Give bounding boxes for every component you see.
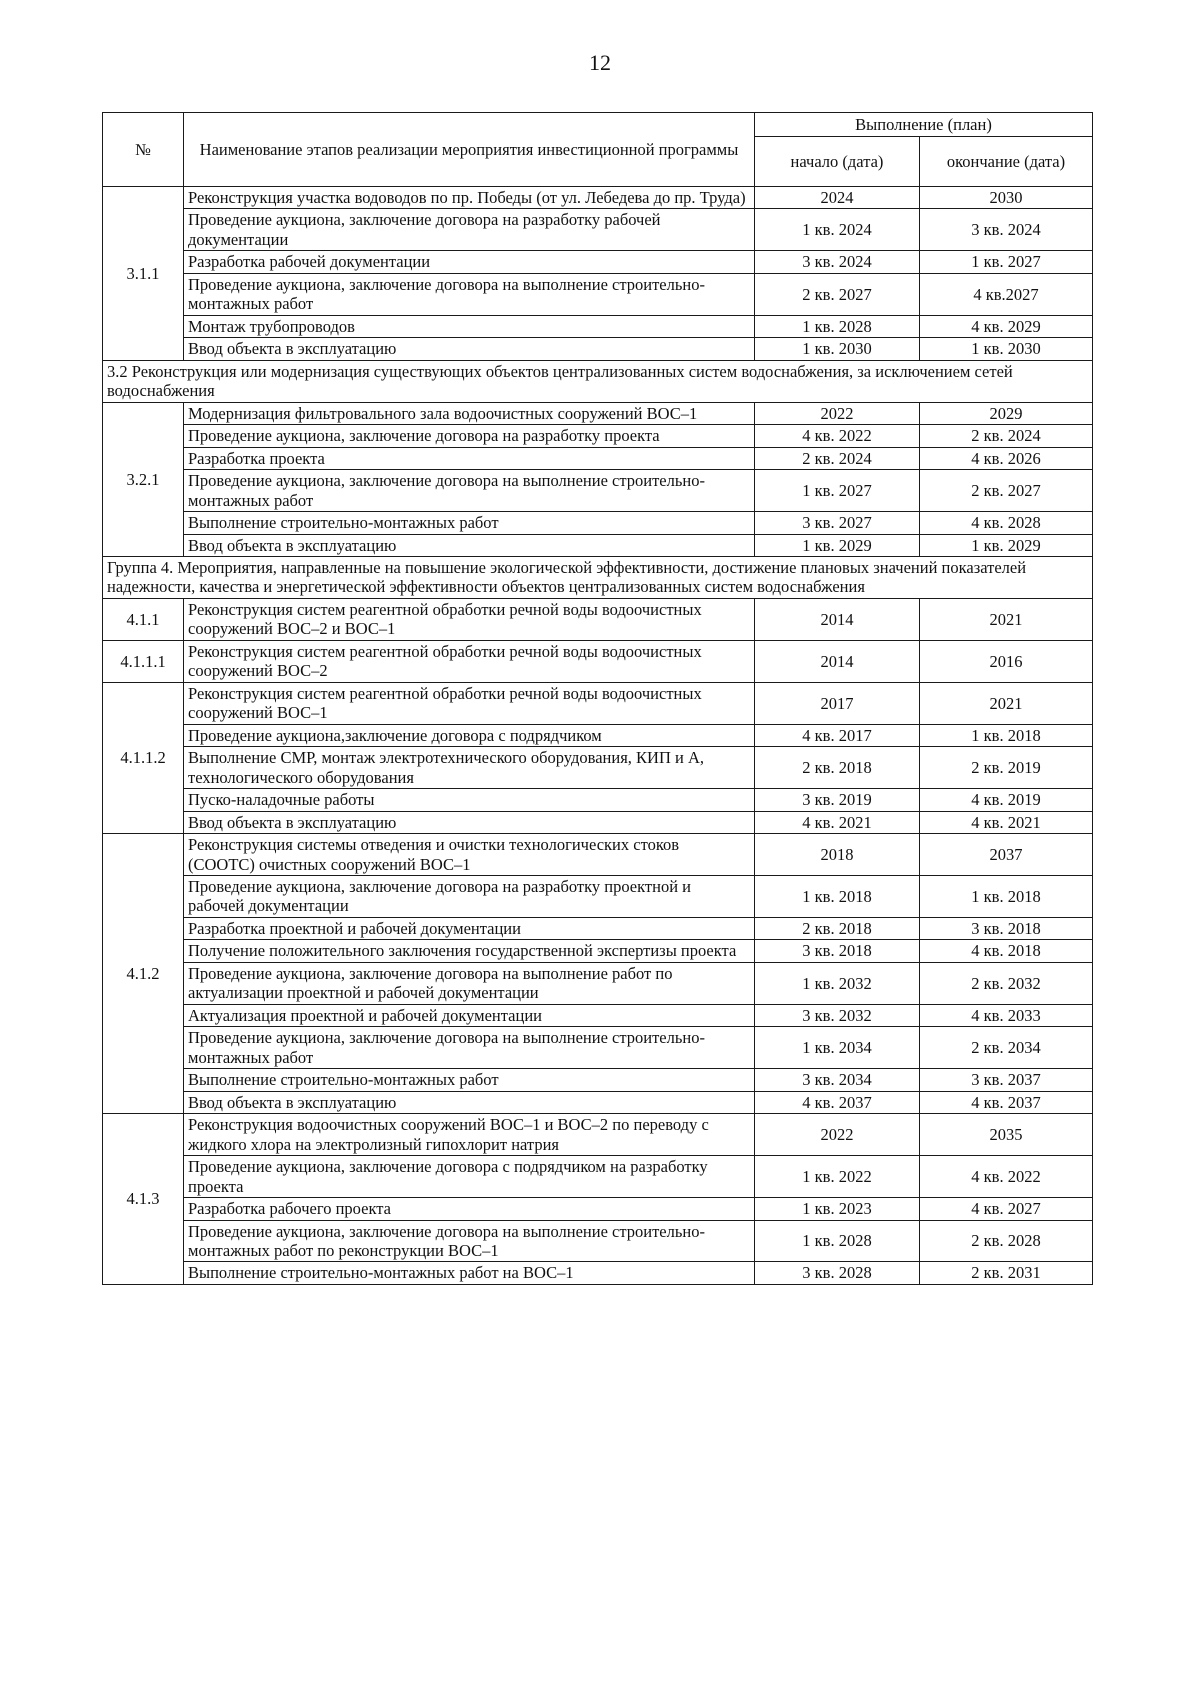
table-row [103,598,1093,640]
stage-name: Проведение аукциона, заключение договора на выполнение строительно-монтажных работ [184,1027,755,1069]
item-number: 3.2.1 [103,402,184,556]
end-date: 3 кв. 2037 [920,1069,1093,1091]
table-row [103,315,1093,337]
table-body [103,187,1093,1285]
table-row [103,940,1093,962]
header-name: Наименование этапов реализации мероприятия инвестиционной программы [184,113,755,187]
start-date: 2 кв. 2027 [755,273,920,315]
stage-name: Проведение аукциона, заключение договора на выполнение строительно-монтажных работ [184,273,755,315]
start-date: 4 кв. 2037 [755,1091,920,1113]
item-number: 4.1.3 [103,1114,184,1285]
section-title: Группа 4. Мероприятия, направленные на повышение экологической эффективности, достижение плановых значений показателей надежности, качества и энергетической эффективности объектов централизованных систем водоснабжения [103,556,1093,598]
stage-name: Получение положительного заключения государственной экспертизы проекта [184,940,755,962]
stage-name: Проведение аукциона, заключение договора на выполнение строительно-монтажных работ по реконструкции ВОС–1 [184,1220,755,1262]
table-row [103,724,1093,746]
stage-name: Разработка рабочего проекта [184,1198,755,1220]
stage-name: Разработка проекта [184,447,755,469]
end-date: 3 кв. 2024 [920,209,1093,251]
end-date: 2 кв. 2032 [920,962,1093,1004]
table-row [103,447,1093,469]
stage-name: Ввод объекта в эксплуатацию [184,811,755,833]
start-date: 3 кв. 2024 [755,251,920,273]
end-date: 2016 [920,640,1093,682]
header-start: начало (дата) [755,137,920,187]
end-date: 4 кв. 2033 [920,1004,1093,1026]
table-row [103,1091,1093,1113]
item-number: 4.1.1.1 [103,640,184,682]
table-row [103,747,1093,789]
start-date: 1 кв. 2028 [755,1220,920,1262]
end-date: 1 кв. 2027 [920,251,1093,273]
table-row [103,682,1093,724]
stage-name: Модернизация фильтровального зала водоочистных сооружений ВОС–1 [184,402,755,424]
start-date: 2014 [755,598,920,640]
stage-name: Монтаж трубопроводов [184,315,755,337]
item-number: 4.1.1 [103,598,184,640]
start-date: 1 кв. 2028 [755,315,920,337]
stage-name: Реконструкция систем реагентной обработки речной воды водоочистных сооружений ВОС–2 [184,640,755,682]
end-date: 4 кв. 2029 [920,315,1093,337]
stage-name: Разработка рабочей документации [184,251,755,273]
table-row [103,534,1093,556]
end-date: 2 кв. 2027 [920,470,1093,512]
end-date: 2 кв. 2034 [920,1027,1093,1069]
stage-name: Реконструкция системы отведения и очистки технологических стоков (СООТС) очистных сооружений ВОС–1 [184,834,755,876]
item-number: 4.1.1.2 [103,682,184,833]
table-row [103,834,1093,876]
start-date: 2022 [755,402,920,424]
start-date: 2014 [755,640,920,682]
table-row [103,1004,1093,1026]
end-date: 2021 [920,598,1093,640]
stage-name: Ввод объекта в эксплуатацию [184,1091,755,1113]
stage-name: Реконструкция водоочистных сооружений ВОС–1 и ВОС–2 по переводу с жидкого хлора на электролизный гипохлорит натрия [184,1114,755,1156]
end-date: 2 кв. 2028 [920,1220,1093,1262]
start-date: 2018 [755,834,920,876]
stage-name: Выполнение строительно-монтажных работ [184,512,755,534]
table-row [103,402,1093,424]
stage-name: Проведение аукциона, заключение договора на разработку проекта [184,425,755,447]
stage-name: Разработка проектной и рабочей документации [184,917,755,939]
table-row [103,811,1093,833]
table-row [103,789,1093,811]
section-row [103,360,1093,402]
section-row [103,556,1093,598]
stage-name: Реконструкция систем реагентной обработки речной воды водоочистных сооружений ВОС–2 и ВОС–1 [184,598,755,640]
stage-name: Проведение аукциона, заключение договора на выполнение работ по актуализации проектной и рабочей документации [184,962,755,1004]
start-date: 1 кв. 2024 [755,209,920,251]
stage-name: Проведение аукциона, заключение договора с подрядчиком на разработку проекта [184,1156,755,1198]
stage-name: Ввод объекта в эксплуатацию [184,338,755,360]
start-date: 2 кв. 2018 [755,917,920,939]
start-date: 3 кв. 2034 [755,1069,920,1091]
end-date: 4 кв. 2026 [920,447,1093,469]
end-date: 2021 [920,682,1093,724]
end-date: 2030 [920,187,1093,209]
end-date: 4 кв. 2028 [920,512,1093,534]
stage-name: Пуско-наладочные работы [184,789,755,811]
start-date: 1 кв. 2027 [755,470,920,512]
start-date: 1 кв. 2034 [755,1027,920,1069]
item-number: 3.1.1 [103,187,184,361]
stage-name: Актуализация проектной и рабочей документации [184,1004,755,1026]
item-number: 4.1.2 [103,834,184,1114]
table-row [103,1027,1093,1069]
table-row [103,876,1093,918]
start-date: 4 кв. 2021 [755,811,920,833]
start-date: 1 кв. 2029 [755,534,920,556]
table-row [103,512,1093,534]
start-date: 2 кв. 2024 [755,447,920,469]
table-row [103,251,1093,273]
table-header [103,113,1093,187]
table-row [103,1069,1093,1091]
end-date: 2035 [920,1114,1093,1156]
start-date: 3 кв. 2028 [755,1262,920,1284]
end-date: 1 кв. 2018 [920,876,1093,918]
stage-name: Выполнение строительно-монтажных работ [184,1069,755,1091]
start-date: 1 кв. 2030 [755,338,920,360]
end-date: 1 кв. 2018 [920,724,1093,746]
start-date: 2022 [755,1114,920,1156]
stage-name: Выполнение строительно-монтажных работ на ВОС–1 [184,1262,755,1284]
end-date: 1 кв. 2029 [920,534,1093,556]
end-date: 4 кв. 2018 [920,940,1093,962]
investment-program-table [102,112,1093,1285]
start-date: 2017 [755,682,920,724]
start-date: 3 кв. 2018 [755,940,920,962]
table-row [103,1262,1093,1284]
table-row [103,917,1093,939]
end-date: 4 кв. 2022 [920,1156,1093,1198]
end-date: 2037 [920,834,1093,876]
table-row [103,338,1093,360]
table-row [103,1198,1093,1220]
table-row [103,640,1093,682]
start-date: 3 кв. 2019 [755,789,920,811]
table-row [103,470,1093,512]
header-no: № [103,113,184,187]
end-date: 2 кв. 2024 [920,425,1093,447]
table-row [103,1114,1093,1156]
section-title: 3.2 Реконструкция или модернизация существующих объектов централизованных систем водоснабжения, за исключением сетей водоснабжения [103,360,1093,402]
start-date: 1 кв. 2018 [755,876,920,918]
end-date: 4 кв. 2019 [920,789,1093,811]
start-date: 2 кв. 2018 [755,747,920,789]
stage-name: Проведение аукциона, заключение договора на разработку проектной и рабочей документации [184,876,755,918]
stage-name: Ввод объекта в эксплуатацию [184,534,755,556]
table-row [103,1156,1093,1198]
start-date: 1 кв. 2023 [755,1198,920,1220]
header-execution: Выполнение (план) [755,113,1093,137]
end-date: 4 кв. 2037 [920,1091,1093,1113]
end-date: 4 кв. 2027 [920,1198,1093,1220]
stage-name: Реконструкция систем реагентной обработки речной воды водоочистных сооружений ВОС–1 [184,682,755,724]
stage-name: Проведение аукциона, заключение договора на выполнение строительно-монтажных работ [184,470,755,512]
start-date: 1 кв. 2022 [755,1156,920,1198]
end-date: 2 кв. 2019 [920,747,1093,789]
table-row [103,962,1093,1004]
start-date: 4 кв. 2022 [755,425,920,447]
start-date: 4 кв. 2017 [755,724,920,746]
end-date: 1 кв. 2030 [920,338,1093,360]
stage-name: Проведение аукциона,заключение договора с подрядчиком [184,724,755,746]
end-date: 2 кв. 2031 [920,1262,1093,1284]
end-date: 4 кв.2027 [920,273,1093,315]
table-row [103,209,1093,251]
stage-name: Выполнение СМР, монтаж электротехнического оборудования, КИП и А, технологического оборудования [184,747,755,789]
table-row [103,1220,1093,1262]
table-row [103,273,1093,315]
table-row [103,425,1093,447]
header-end: окончание (дата) [920,137,1093,187]
start-date: 3 кв. 2032 [755,1004,920,1026]
end-date: 4 кв. 2021 [920,811,1093,833]
stage-name: Проведение аукциона, заключение договора на разработку рабочей документации [184,209,755,251]
start-date: 3 кв. 2027 [755,512,920,534]
stage-name: Реконструкция участка водоводов по пр. Победы (от ул. Лебедева до пр. Труда) [184,187,755,209]
table-row [103,187,1093,209]
start-date: 1 кв. 2032 [755,962,920,1004]
start-date: 2024 [755,187,920,209]
end-date: 2029 [920,402,1093,424]
end-date: 3 кв. 2018 [920,917,1093,939]
page-number: 12 [589,50,611,75]
